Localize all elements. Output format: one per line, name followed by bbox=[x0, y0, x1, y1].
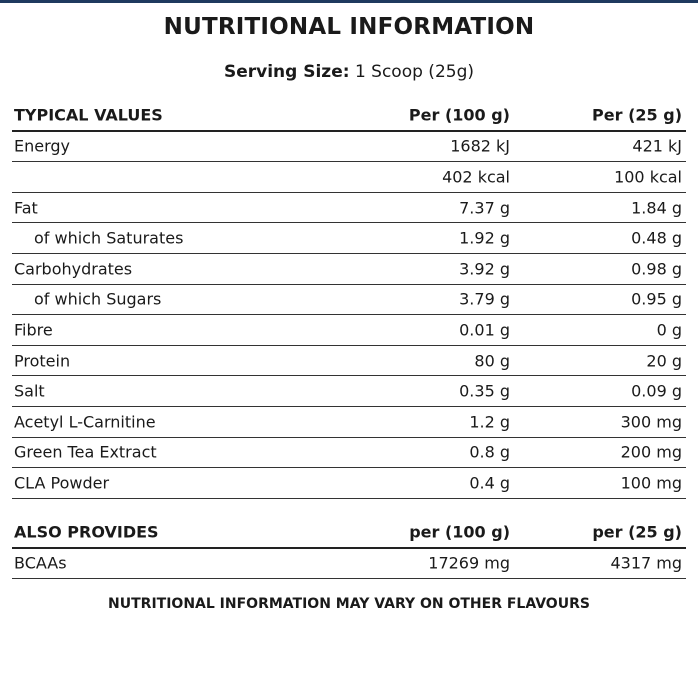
nutrient-name: Energy bbox=[14, 136, 71, 156]
value-per-25g: 421 kJ bbox=[632, 136, 682, 156]
nutrient-name: Fibre bbox=[14, 320, 53, 340]
nutrient-name: Carbohydrates bbox=[14, 259, 133, 279]
table-row bbox=[12, 549, 686, 580]
value-per-100g: 17269 mg bbox=[428, 553, 510, 573]
nutrient-name: Protein bbox=[14, 351, 71, 371]
table-row bbox=[12, 254, 686, 285]
value-per-100g: 1682 kJ bbox=[450, 136, 510, 156]
column-header-nutrient: ALSO PROVIDES bbox=[14, 522, 159, 542]
value-per-25g: 100 mg bbox=[620, 473, 682, 493]
table-row bbox=[12, 468, 686, 499]
nutrient-name: of which Saturates bbox=[34, 228, 184, 248]
value-per-25g: 100 kcal bbox=[614, 167, 682, 187]
column-header-nutrient: TYPICAL VALUES bbox=[14, 105, 163, 125]
nutrient-name: BCAAs bbox=[14, 553, 67, 573]
nutrition-table bbox=[12, 100, 686, 499]
table-row bbox=[12, 376, 686, 407]
table-header-row bbox=[12, 100, 686, 132]
value-per-25g: 20 g bbox=[646, 351, 682, 371]
value-per-100g: 7.37 g bbox=[459, 198, 510, 218]
value-per-25g: 0.98 g bbox=[631, 259, 682, 279]
table-row bbox=[12, 132, 686, 163]
value-per-25g: 1.84 g bbox=[631, 198, 682, 218]
table-row bbox=[12, 315, 686, 346]
value-per-25g: 0.95 g bbox=[631, 289, 682, 309]
table-row bbox=[12, 193, 686, 224]
nutrient-name: Salt bbox=[14, 381, 45, 401]
value-per-25g: 4317 mg bbox=[610, 553, 682, 573]
value-per-100g: 1.92 g bbox=[459, 228, 510, 248]
table-row bbox=[12, 346, 686, 377]
nutrient-name: of which Sugars bbox=[34, 289, 162, 309]
table-row bbox=[12, 285, 686, 316]
value-per-100g: 402 kcal bbox=[442, 167, 510, 187]
column-header-per-100g: per (100 g) bbox=[409, 522, 510, 542]
value-per-100g: 0.35 g bbox=[459, 381, 510, 401]
value-per-100g: 3.79 g bbox=[459, 289, 510, 309]
serving-size-label: Serving Size: bbox=[223, 62, 350, 82]
serving-size-value: 1 Scoop (25g) bbox=[354, 62, 474, 82]
nutrient-name: Green Tea Extract bbox=[14, 442, 157, 462]
nutrient-name: Fat bbox=[14, 198, 38, 218]
value-per-100g: 0.01 g bbox=[459, 320, 510, 340]
value-per-100g: 3.92 g bbox=[459, 259, 510, 279]
value-per-100g: 80 g bbox=[474, 351, 510, 371]
also-provides-table bbox=[12, 517, 686, 579]
table-row bbox=[12, 407, 686, 438]
nutrient-name: CLA Powder bbox=[14, 473, 110, 493]
table-header-row bbox=[12, 517, 686, 549]
table-row bbox=[12, 162, 686, 193]
serving-size bbox=[0, 62, 698, 82]
table-row bbox=[12, 223, 686, 254]
value-per-25g: 0.48 g bbox=[631, 228, 682, 248]
column-header-per-25g: per (25 g) bbox=[592, 522, 682, 542]
value-per-25g: 0 g bbox=[656, 320, 682, 340]
flavour-disclaimer: NUTRITIONAL INFORMATION MAY VARY ON OTHER FLAVOURS bbox=[108, 596, 590, 612]
column-header-per-100g: Per (100 g) bbox=[408, 105, 510, 125]
nutrient-name: Acetyl L-Carnitine bbox=[14, 412, 156, 432]
value-per-100g: 1.2 g bbox=[469, 412, 510, 432]
column-header-per-25g: Per (25 g) bbox=[592, 105, 682, 125]
value-per-25g: 0.09 g bbox=[631, 381, 682, 401]
page-title: NUTRITIONAL INFORMATION bbox=[163, 14, 535, 40]
top-accent-strip bbox=[0, 0, 698, 3]
value-per-25g: 300 mg bbox=[620, 412, 682, 432]
table-row bbox=[12, 438, 686, 469]
value-per-100g: 0.8 g bbox=[469, 442, 510, 462]
value-per-25g: 200 mg bbox=[620, 442, 682, 462]
value-per-100g: 0.4 g bbox=[469, 473, 510, 493]
